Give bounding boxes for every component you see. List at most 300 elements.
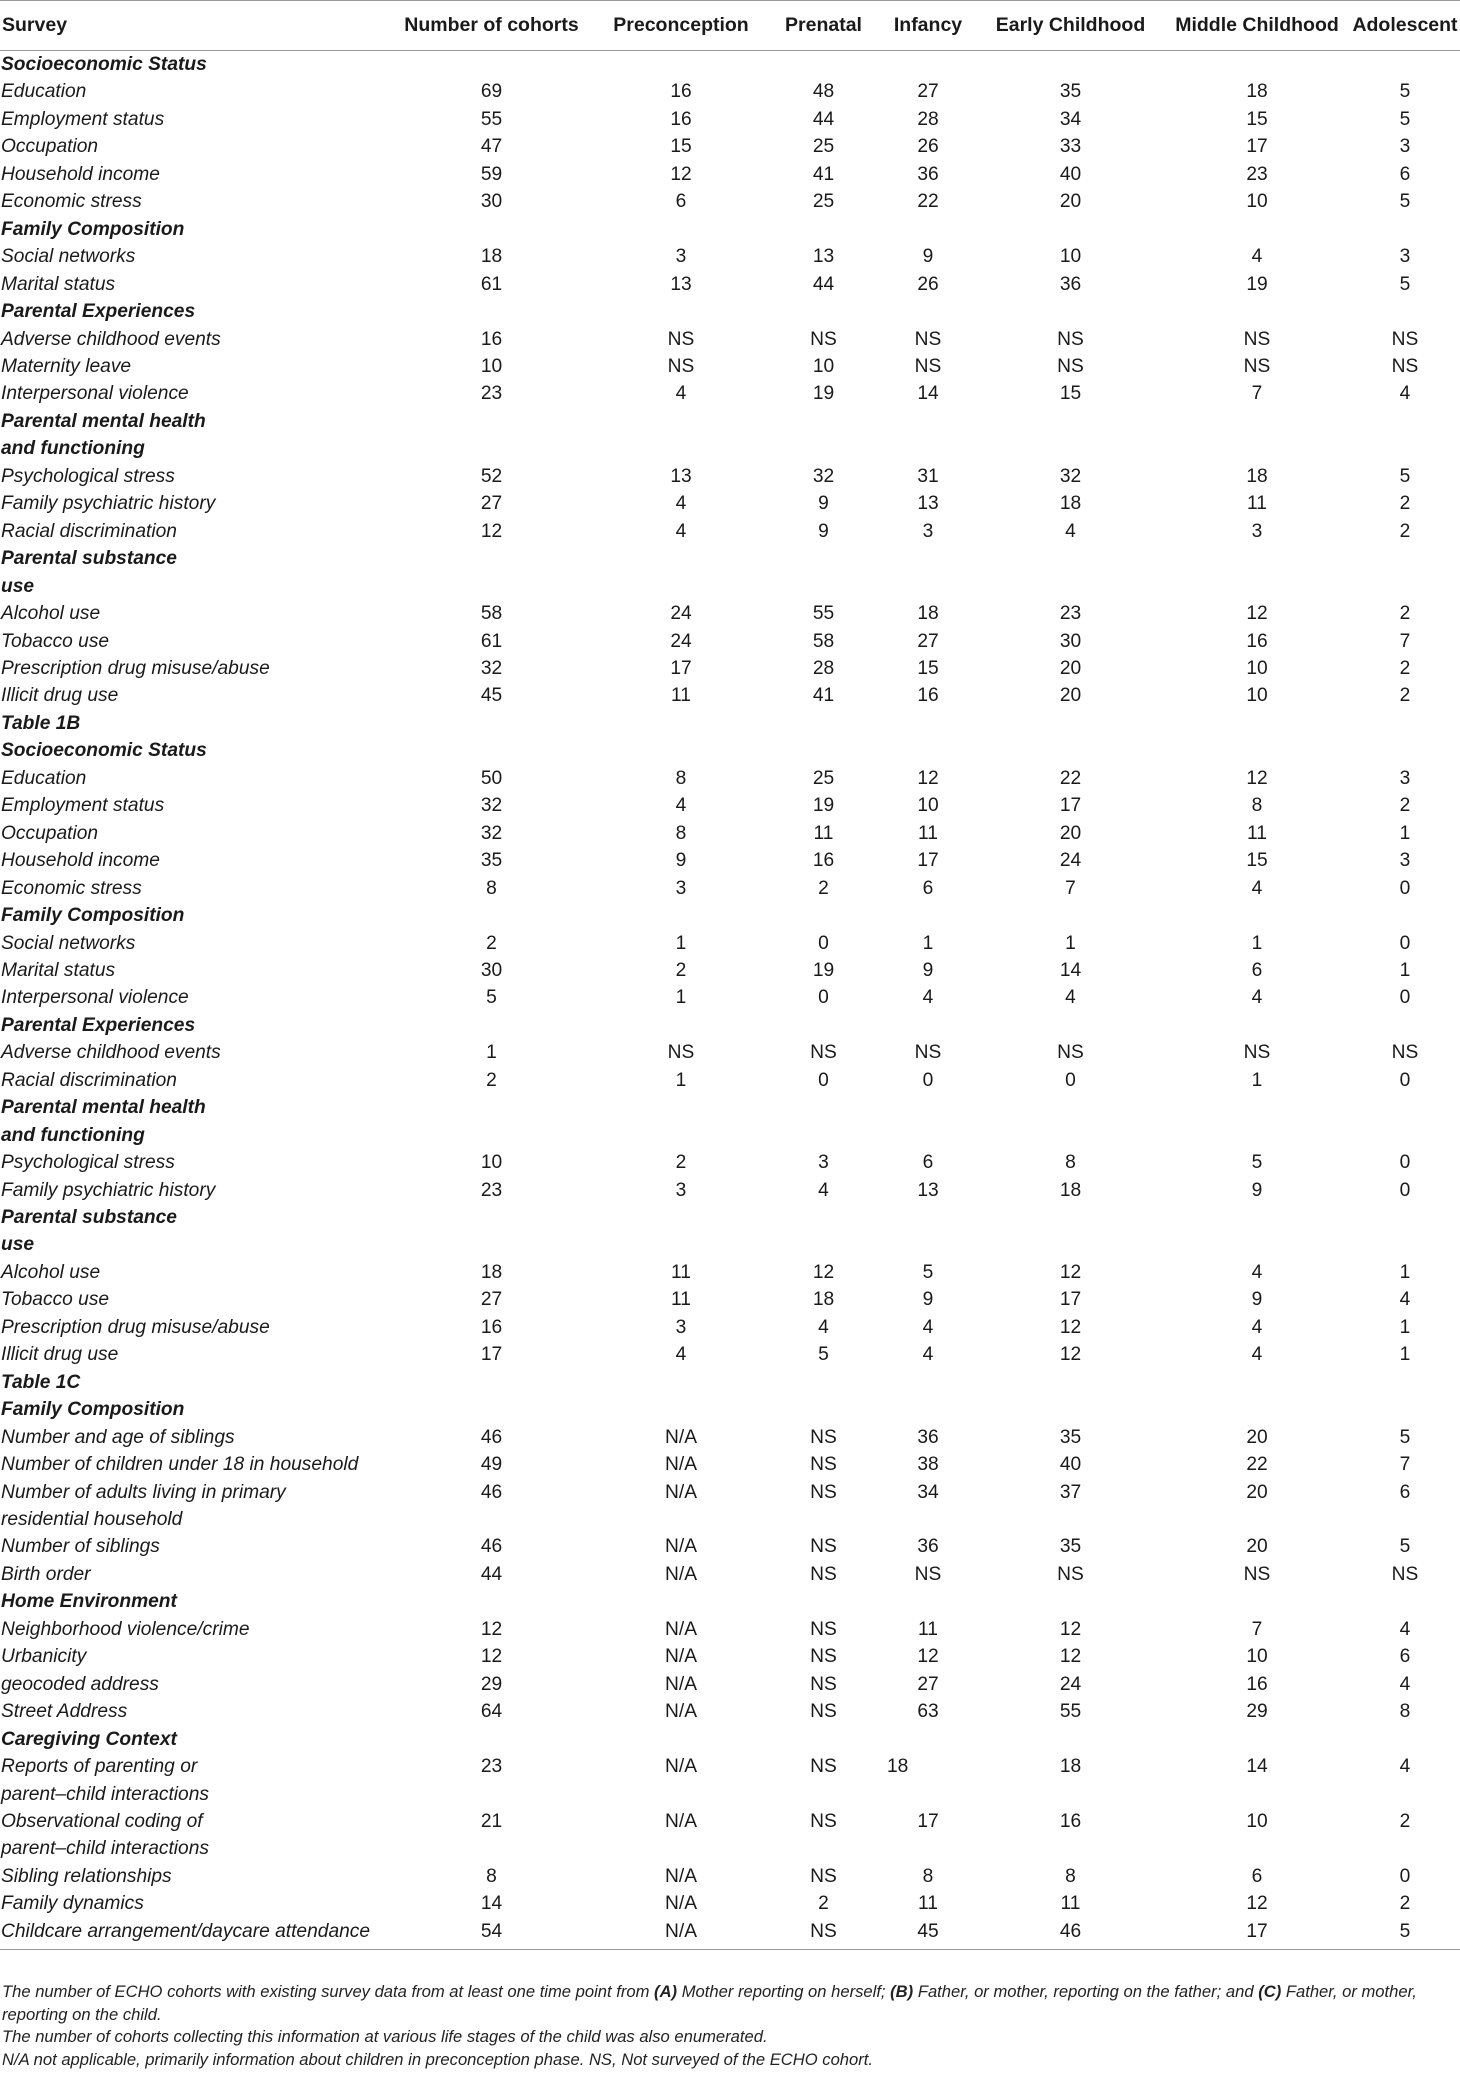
table-cell: 36 [917,1536,939,1558]
table-cell: 16 [1246,1673,1268,1695]
table-cell: 9 [818,493,829,515]
table-cell: 3 [675,246,687,268]
table-cell [389,1094,594,1121]
table-cell: 20 [1059,191,1082,213]
table-cell: N/A [665,1811,697,1832]
table-cell: 4 [1065,987,1076,1009]
table-cell: 5 [1350,1918,1460,1950]
table-cell: 8 [922,1865,934,1887]
table-row [0,682,1460,709]
section-header-row [0,902,1460,929]
table-cell: 9 [675,850,687,872]
row-label: Childcare arrangement/daycare attendance [0,1918,389,1950]
table-cell: 7 [1065,877,1076,899]
section-label: Family Composition [1,1399,185,1421]
table-cell [879,1094,977,1121]
table-cell [977,1204,1164,1231]
footnote-marker-a: (A) [654,1982,678,2001]
table-cell: 33 [1059,136,1082,158]
table-cell: NS [914,1563,942,1585]
table-cell: 2 [1399,795,1411,817]
table-cell [1164,573,1350,600]
table-cell: 1 [922,932,934,954]
table-cell: 4 [818,1316,829,1338]
row-label: Street Address [1,1701,128,1723]
table-cell [879,1122,977,1149]
table-header-row [0,1,1460,51]
table-cell [977,1781,1164,1808]
table-cell: 9 [922,246,934,268]
footnote-marker-b: (B) [890,1982,914,2001]
table-cell: 55 [1059,1701,1082,1723]
table-cell: 16 [812,850,835,872]
table-cell [879,1835,977,1862]
table-cell [594,51,768,79]
table-cell: 24 [670,603,692,625]
table-cell: NS [1243,355,1271,377]
row-label: Occupation [1,136,99,158]
table-cell: 13 [917,1179,939,1201]
table-row [0,820,1460,847]
table-cell [977,1396,1164,1423]
table-cell: 1 [1399,1344,1411,1366]
table-row [0,1039,1460,1066]
table-row [0,984,1460,1011]
column-header: Early Childhood [977,1,1164,51]
table-cell: 22 [917,191,939,213]
table-cell: 11 [813,822,834,844]
table-cell: 24 [1059,1673,1082,1695]
table-row [0,518,1460,545]
table-cell: 30 [1059,630,1082,652]
table-cell: 26 [917,273,939,295]
table-cell: 30 [480,959,503,981]
table-cell [977,408,1164,435]
table-cell [1350,1588,1460,1615]
table-cell: 24 [670,630,692,652]
table-cell: 19 [812,795,835,817]
table-cell: 6 [922,877,934,899]
table-row [0,1314,1460,1341]
table-cell [594,737,768,764]
table-footnotes [2,1981,1458,2071]
table-cell [1164,1204,1350,1231]
column-header: Preconception [594,1,768,51]
table-cell: 8 [675,822,687,844]
table-cell [768,1012,879,1039]
table-cell: N/A [665,1454,697,1476]
section-label: Home Environment [1,1591,177,1613]
row-label: Observational coding of [1,1811,203,1832]
table-cell [879,1231,977,1258]
table-cell: 15 [917,657,939,679]
row-label: parent–child interactions [1,1783,209,1805]
table-cell: 0 [1399,1069,1411,1091]
table-cell [768,1231,879,1258]
row-label: Alcohol use [1,1261,101,1283]
table-cell: 24 [1059,850,1082,872]
table-cell [768,1588,879,1615]
footnote-line: The number of cohorts collecting this information at various life stages of the child was also enumerated. [2,2027,768,2046]
table-cell: 35 [480,850,503,872]
table-row [0,1918,1460,1950]
footnote-text: Mother reporting on herself; [677,1982,891,2001]
table-cell: 8 [1251,795,1263,817]
table-row [0,930,1460,957]
table-cell: 44 [812,273,835,295]
table-cell: NS [768,1918,879,1950]
table-cell: 5 [1399,1536,1411,1558]
table-cell: 15 [1246,850,1268,872]
table-cell [768,1726,879,1753]
row-label: parent–child interactions [1,1838,209,1860]
table-cell: 12 [917,1646,939,1668]
table-cell: 4 [1251,1344,1263,1366]
table-cell: N/A [665,1536,697,1558]
table-cell [594,573,768,600]
table-cell: 4 [675,1344,687,1366]
row-label: Number of adults living in primary [1,1481,286,1503]
table-cell: 4 [1399,1289,1411,1311]
table-cell: 45 [879,1918,977,1950]
table-cell: 20 [1246,1536,1268,1558]
row-label: Illicit drug use [1,685,119,707]
row-label: geocoded address [1,1673,159,1695]
table-cell: 1 [675,932,687,954]
table-cell: 0 [1399,987,1411,1009]
table-cell [879,51,977,79]
table-cell: 2 [1399,493,1411,515]
table-cell: 12 [1246,767,1268,789]
table-cell: 34 [1059,108,1082,130]
table-cell: 49 [480,1454,503,1476]
row-label: Employment status [1,795,165,817]
table-cell [768,51,879,79]
table-cell [1164,1588,1350,1615]
table-cell: 2 [675,959,687,981]
table-cell: 4 [1399,1756,1411,1778]
table-cell [1350,573,1460,600]
section-header-row [0,1588,1460,1615]
table-cell: 0 [818,1069,829,1091]
table-cell: 10 [1246,657,1268,679]
row-label: Social networks [1,246,136,268]
table-cell: 61 [480,630,503,652]
table-row [0,1808,1460,1835]
table-cell: 1 [1399,959,1411,981]
table-cell [1350,216,1460,243]
table-cell: 27 [480,493,503,515]
table-cell: 2 [675,1152,687,1174]
table-row [0,875,1460,902]
table-cell: 25 [812,136,835,158]
row-label: Psychological stress [1,465,175,487]
table-cell: 11 [1060,1893,1081,1915]
table-cell [879,1396,977,1423]
table-cell: 2 [1399,1811,1411,1832]
table-cell: 31 [917,465,939,487]
table-cell [977,1012,1164,1039]
table-cell [389,1012,594,1039]
table-cell [389,216,594,243]
table-cell: 8 [486,877,497,899]
table-cell: 27 [917,81,939,103]
table-cell: 17 [1059,1289,1082,1311]
table-row [0,243,1460,270]
table-cell: 1 [1065,932,1076,954]
table-cell: 17 [1246,136,1268,158]
table-cell: 20 [1059,685,1082,707]
table-cell [977,1726,1164,1753]
table-cell: NS [810,1811,837,1832]
row-label: Tobacco use [1,1289,110,1311]
section-header-row [0,298,1460,325]
footnote-text: The number of ECHO cohorts with existing survey data from at least one time point from [2,1982,655,2001]
column-header: Number of cohorts [389,1,594,51]
table-cell: 36 [917,1426,939,1448]
table-cell [977,902,1164,929]
section-label: Socioeconomic Status [1,740,207,762]
section-label: Parental Experiences [1,301,196,323]
table-cell: NS [810,1618,837,1640]
table-cell: NS [810,328,837,350]
subtable-title-row [0,1369,1460,1396]
table-cell: 18 [480,1261,503,1283]
table-cell [594,1726,768,1753]
table-cell: 27 [917,1673,939,1695]
table-cell: 18 [1246,81,1268,103]
table-cell: 29 [480,1673,503,1695]
table-cell [594,710,768,737]
row-label: Education [1,767,87,789]
table-cell: 36 [917,163,939,185]
table-cell: 28 [917,108,939,130]
table-cell [768,737,879,764]
table-cell [768,1094,879,1121]
table-cell: NS [810,1426,837,1448]
table-cell [594,1588,768,1615]
table-cell: 32 [480,822,503,844]
table-cell: 7 [1399,1454,1411,1476]
table-cell: 23 [480,1179,503,1201]
table-cell [879,573,977,600]
table-cell [768,298,879,325]
table-cell: 20 [1059,822,1082,844]
table-cell: 0 [818,932,829,954]
table-cell: 8 [1399,1701,1411,1723]
table-cell [1350,1369,1460,1396]
section-header-row [0,435,1460,462]
table-cell: 14 [1059,959,1082,981]
table-cell: 10 [480,355,503,377]
table-cell [879,737,977,764]
table-cell: 12 [1059,1316,1082,1338]
table-cell: 11 [671,1261,691,1283]
table-cell [879,1204,977,1231]
table-cell [768,573,879,600]
table-cell: 18 [480,246,503,268]
table-cell: 58 [480,603,503,625]
table-cell: 13 [670,465,692,487]
section-header-row [0,1094,1460,1121]
table-row [0,1671,1460,1698]
table-cell: NS [810,1536,837,1558]
table-cell: 37 [1059,1481,1082,1503]
table-cell [977,1835,1164,1862]
table-cell [977,710,1164,737]
table-cell: 0 [922,1069,934,1091]
table-cell [768,1369,879,1396]
table-cell [389,573,594,600]
table-cell: 4 [922,1316,934,1338]
table-cell: 20 [1059,657,1082,679]
table-cell: 18 [1059,1756,1082,1778]
table-cell [977,1122,1164,1149]
table-cell: 23 [480,1756,503,1778]
table-cell: 5 [1399,273,1411,295]
table-cell: 12 [1246,603,1268,625]
table-cell: NS [914,355,942,377]
table-cell [1350,1506,1460,1533]
row-label: Adverse childhood events [1,328,221,350]
table-cell [389,1588,594,1615]
table-cell [594,1781,768,1808]
table-cell: 10 [1246,1646,1268,1668]
table-cell: 6 [1251,959,1263,981]
section-header-row [0,1204,1460,1231]
table-cell: N/A [665,1426,697,1448]
table-cell [768,408,879,435]
table-cell: 3 [1251,520,1263,542]
table-cell [594,1396,768,1423]
table-cell [1164,1396,1350,1423]
table-cell: 16 [1059,1811,1082,1832]
table-cell [594,216,768,243]
table-cell [389,298,594,325]
table-cell: 8 [1065,1865,1076,1887]
table-cell: 4 [1251,1261,1263,1283]
row-label: residential household [1,1509,183,1531]
table-cell: 23 [480,383,503,405]
column-header: Middle Childhood [1164,1,1350,51]
table-cell: 15 [1246,108,1268,130]
table-cell: 18 [1059,493,1082,515]
table-cell: 19 [812,383,835,405]
table-row [0,133,1460,160]
table-cell: 6 [1399,163,1411,185]
table-cell: 20 [1246,1426,1268,1448]
table-cell: 16 [670,81,692,103]
table-row [0,1067,1460,1094]
table-cell: 13 [812,246,835,268]
table-cell: NS [1243,1563,1271,1585]
table-row [0,1259,1460,1286]
table-cell [389,1204,594,1231]
table-cell: 10 [1246,191,1268,213]
section-header-row [0,737,1460,764]
table-cell [594,298,768,325]
table-row [0,106,1460,133]
table-row [0,271,1460,298]
table-cell: 22 [1059,767,1082,789]
footnote-line [2,1981,1458,2026]
footnote-line: N/A not applicable, primarily information about children in preconception phase. NS, Not surveyed of the ECHO cohort. [2,2049,874,2069]
table-cell: 16 [670,108,692,130]
table-cell: NS [667,1042,695,1064]
table-cell: 3 [675,1316,687,1338]
table-cell: 47 [480,136,503,158]
table-cell: N/A [665,1756,697,1778]
table-cell: NS [914,1042,942,1064]
table-row [0,1451,1460,1478]
table-cell: 2 [1399,685,1411,707]
table-cell: 16 [480,328,503,350]
table-cell: 1 [1399,1316,1411,1338]
table-cell: 5 [1399,81,1411,103]
table-cell [594,1369,768,1396]
table-cell: NS [914,328,942,350]
table-cell [1164,1094,1350,1121]
table-cell: 17 [670,657,692,679]
table-row [0,1890,1460,1917]
table-row [0,1533,1460,1560]
table-cell: N/A [665,1646,697,1668]
table-cell: 12 [1059,1261,1082,1283]
table-row [0,1616,1460,1643]
section-header-row [0,1726,1460,1753]
section-header-row [0,573,1460,600]
table-cell [879,1588,977,1615]
table-cell [389,737,594,764]
table-cell: 11 [1247,822,1267,844]
table-cell [768,710,879,737]
table-row [0,326,1460,353]
table-cell: 14 [480,1893,503,1915]
column-header: Adolescent [1350,1,1460,51]
table-cell: 10 [1246,1811,1268,1832]
table-cell: 0 [1399,1179,1411,1201]
table-cell [1164,1231,1350,1258]
row-label: Economic stress [1,877,142,899]
table-cell: NS [667,328,695,350]
table-cell: 12 [1246,1893,1268,1915]
table-row [0,765,1460,792]
table-cell: 46 [977,1918,1164,1950]
table-cell: 19 [812,959,835,981]
table-cell: NS [1391,355,1419,377]
table-cell: 30 [480,191,503,213]
section-label: Parental Experiences [1,1014,196,1036]
table-cell [768,1122,879,1149]
table-cell: 4 [1251,987,1263,1009]
table-cell: 5 [1399,191,1411,213]
table-cell: 28 [812,657,835,679]
row-label: Neighborhood violence/crime [1,1618,250,1640]
table-cell: 45 [480,685,503,707]
table-cell [1350,408,1460,435]
table-cell: 10 [812,355,835,377]
table-cell: 0 [1065,1069,1076,1091]
table-cell [1164,545,1350,572]
table-cell [389,1122,594,1149]
table-cell: 23 [1246,163,1268,185]
table-cell [1164,1122,1350,1149]
table-cell: N/A [665,1618,697,1640]
subtable-title-row [0,710,1460,737]
footnote-text: Father, or mother, reporting on the child. [2,1982,1417,2024]
table-cell: 44 [480,1563,503,1585]
table-cell: 17 [480,1344,503,1366]
